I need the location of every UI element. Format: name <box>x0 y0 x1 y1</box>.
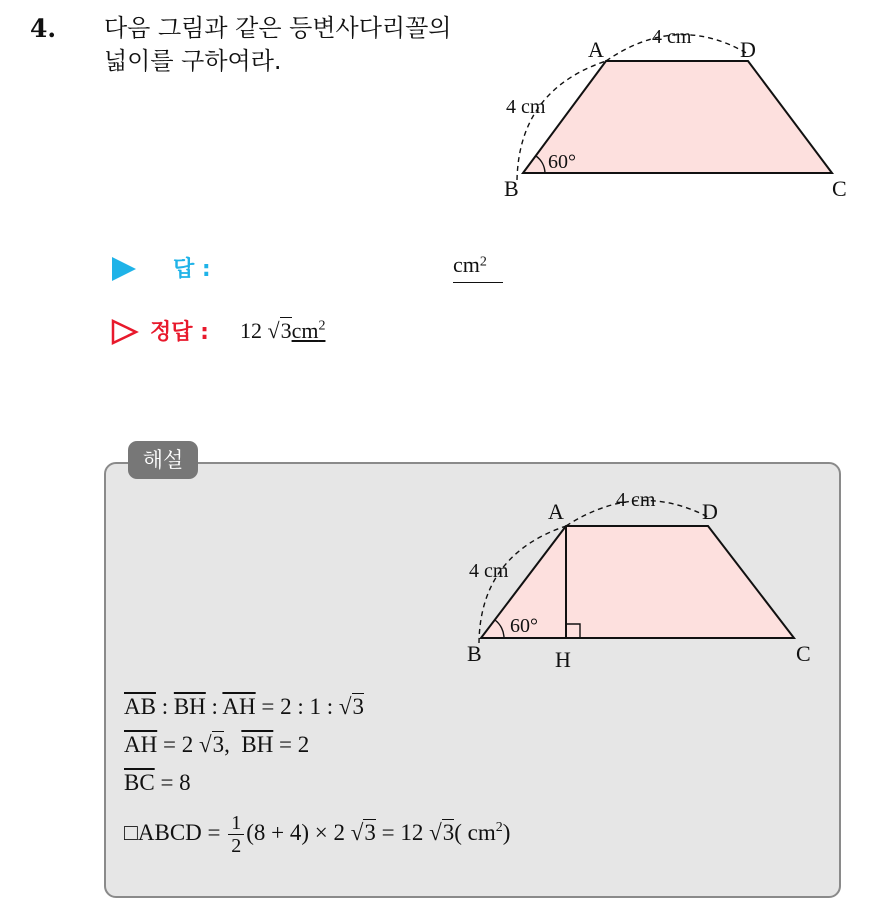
solution-vertex-b-label: B <box>467 641 482 666</box>
solution-vertex-c-label: C <box>796 641 811 666</box>
solution-angle-label: 60° <box>510 615 538 637</box>
solution-vertex-a-label: A <box>548 499 564 524</box>
solution-line-area: □ABCD = $\frac{1}{2}$ (8 + 4) × 2 √3 = 12 √3( $cm^2$) <box>124 812 511 857</box>
angle-label: 60° <box>548 151 576 173</box>
solution-line-ratio: $\overline{AB}$ : $\overline{BH}$ : $\overline{AH} = 2$ : 1 : √3 <box>124 694 365 719</box>
top-length-label: 4 cm <box>652 26 692 48</box>
question-number: 4. <box>30 14 57 43</box>
question-line-2: 넓이를 구하여라. <box>104 47 282 75</box>
solution-vertex-d-label: D <box>702 499 718 524</box>
solution-line-lengths: $\overline{AH} = 2$ √3, $\overline{BH} = 2$ <box>124 732 310 757</box>
correct-sqrt: √3 <box>267 318 292 343</box>
answer-blank[interactable] <box>453 252 503 283</box>
side-length-label: 4 cm <box>506 96 546 118</box>
correct-unit: $cm^2$ <box>291 318 326 343</box>
vertex-a-label: A <box>588 37 604 62</box>
trapezoid-figure <box>495 20 865 205</box>
vertex-b-label: B <box>504 176 519 201</box>
vertex-d-label: D <box>740 37 756 62</box>
solution-side-length-label: 4 cm <box>469 560 509 582</box>
question-text <box>104 12 451 78</box>
correct-answer-value <box>240 318 325 344</box>
correct-answer-label: 정답 : <box>150 320 209 345</box>
solution-top-length-label: 4 cm <box>616 489 656 511</box>
correct-coef: 12 <box>240 318 262 343</box>
correct-answer-icon <box>110 318 140 346</box>
answer-unit: cm <box>453 252 480 277</box>
vertex-c-label: C <box>832 176 847 201</box>
answer-play-icon <box>110 255 138 283</box>
answer-label: 답 : <box>173 257 211 282</box>
solution-vertex-h-label: H <box>555 647 571 672</box>
solution-tag: 해설 <box>128 441 198 479</box>
fraction-one-half: $\frac{1}{2}$ <box>228 812 244 857</box>
solution-line-bc: $\overline{BC} = 8$ <box>124 770 191 795</box>
answer-unit-exp: 2 <box>479 254 487 270</box>
question-line-1: 다음 그림과 같은 등변사다리꼴의 <box>104 14 452 42</box>
solution-trapezoid-figure <box>460 485 830 675</box>
